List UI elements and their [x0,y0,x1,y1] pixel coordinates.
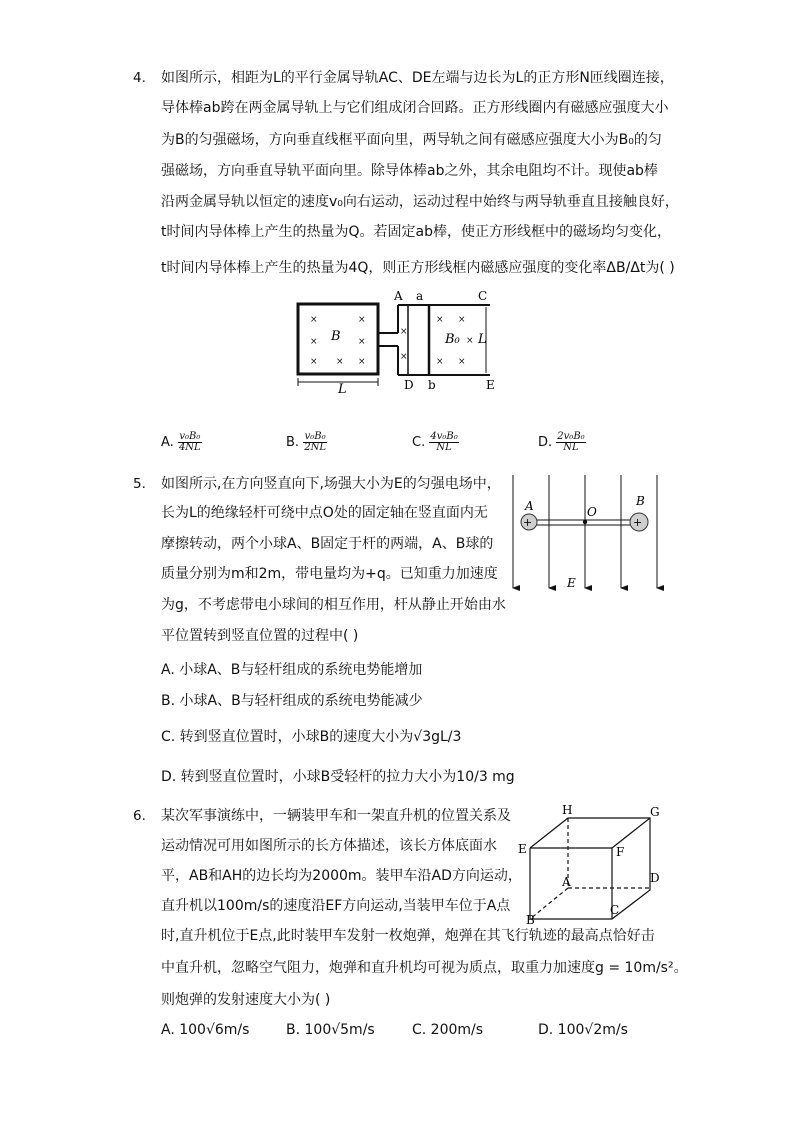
label-B-field: B [331,329,341,344]
option-c[interactable]: C. 转到竖直位置时，小球B的速度大小为√3gL/3 [161,729,462,745]
option-a[interactable]: A. 100√6m/s [161,1022,250,1038]
question-text-line: 强磁场，方向垂直导轨平面向里。除导体棒ab之外，其余电阻均不计。现使ab棒 [161,163,658,179]
option-d[interactable]: D. $\frac{\text{2v₀B₀}}{NL}$ [538,431,585,453]
option-b[interactable]: B. 小球A、B与轻杆组成的系统电势能减少 [161,693,423,709]
question-text-line: 直升机以100m/s的速度沿EF方向运动,当装甲车位于A点 [161,898,511,914]
label-D: D [650,871,660,885]
label-L-coil: L [338,382,347,395]
label-C: C [478,289,488,303]
question-text-line: 沿两金属导轨以恒定的速度v₀向右运动，运动过程中始终与两导轨垂直且接触良好， [161,194,679,210]
question-text-line: 平位置转到竖直位置的过程中( ) [161,628,359,644]
svg-text:×: × [458,315,466,325]
label-D: D [404,378,414,392]
question-number: 6. [133,808,146,824]
question-text-line: t时间内导体棒上产生的热量为4Q，则正方形线框内磁感应强度的变化率ΔB/Δt为( ) [161,260,675,276]
option-d[interactable]: D. 100√2m/s [538,1022,628,1038]
svg-text:×: × [458,357,466,367]
label-L-rails: L [478,332,487,347]
label-b: b [428,378,436,392]
svg-text:×: × [310,357,318,367]
question-text-line: 如图所示，相距为L的平行金属导轨AC、DE左端与边长为L的正方形N匝线圈连接， [161,70,674,86]
label-F: F [616,845,625,859]
label-A: A [562,875,571,889]
svg-text:×: × [358,357,366,367]
svg-text:×: × [436,315,444,325]
option-b[interactable]: B. $\frac{\text{v₀B₀}}{2NL}$ [286,431,326,453]
question-number: 4. [133,70,146,86]
option-d[interactable]: D. 转到竖直位置时，小球B受轻杆的拉力大小为10/3 mg [161,769,515,785]
question-text-line: 为g，不考虑带电小球间的相互作用，杆从静止开始由水 [161,597,506,613]
option-a[interactable]: A. 小球A、B与轻杆组成的系统电势能增加 [161,662,423,678]
question-text-line: 平，AB和AH的边长均为2000m。装甲车沿AD方向运动， [161,868,522,884]
option-a[interactable]: A. $\frac{\text{v₀B₀}}{4NL}$ [161,431,201,453]
label-A: A [394,289,403,303]
svg-text:×: × [310,315,318,325]
question-number: 5. [133,476,146,492]
label-O: O [587,505,597,519]
question-text-line: 中直升机，忽略空气阻力，炮弹和直升机均可视为质点，取重力加速度g = 10m/s²。 [161,960,688,976]
question-text-line: 运动情况可用如图所示的长方体描述，该长方体底面水 [161,838,497,854]
question-text-line: 质量分别为m和2m，带电量均为+q。已知重力加速度 [161,566,498,582]
option-b[interactable]: B. 100√5m/s [286,1022,375,1038]
svg-text:×: × [336,357,344,367]
question-text-line: 导体棒ab跨在两金属导轨上与它们组成闭合回路。正方形线圈内有磁感应强度大小 [161,100,669,116]
question-text-line: 为B的匀强磁场，方向垂直线框平面向里，两导轨之间有磁感应强度大小为B₀的匀 [161,132,662,148]
svg-text:+: + [633,516,643,529]
svg-text:×: × [358,315,366,325]
figure-electric-field-rod [505,470,665,595]
svg-text:+: + [523,516,533,529]
svg-text:×: × [358,337,366,347]
question-text-line: 如图所示,在方向竖直向下,场强大小为E的匀强电场中， [161,476,501,492]
svg-text:×: × [436,357,444,367]
label-E: E [486,378,495,392]
svg-text:×: × [310,337,318,347]
label-B0-field: B₀ [445,332,460,347]
question-text-line: t时间内导体棒上产生的热量为Q。若固定ab棒，使正方形线框中的磁场均匀变化， [161,224,671,240]
label-C: C [610,903,620,917]
question-text-line: 时,直升机位于E点,此时装甲车发射一枚炮弹，炮弹在其飞行轨迹的最高点恰好击 [161,928,655,944]
label-E: E [567,576,576,590]
option-c[interactable]: C. 200m/s [412,1022,484,1038]
svg-text:×: × [466,336,474,346]
label-B: B [636,494,645,508]
question-text-line: 摩擦转动，两个小球A、B固定于杆的两端，A、B球的 [161,536,494,552]
question-text-line: 某次军事演练中，一辆装甲车和一架直升机的位置关系及 [161,808,511,824]
option-c[interactable]: C. $\frac{\text{4v₀B₀}}{NL}$ [412,431,458,453]
figure-coil-rails [290,285,510,395]
label-A: A [525,499,534,513]
question-text-line: 则炮弹的发射速度大小为( ) [161,992,331,1008]
figure-cuboid [510,800,670,925]
label-G: G [650,805,660,819]
question-text-line: 长为L的绝缘轻杆可绕中点O处的固定轴在竖直面内无 [161,505,488,521]
label-B: B [526,913,535,925]
svg-text:×: × [400,352,408,362]
label-a: a [416,289,424,303]
svg-text:×: × [400,327,408,337]
label-E: E [518,842,527,856]
label-H: H [562,803,573,817]
